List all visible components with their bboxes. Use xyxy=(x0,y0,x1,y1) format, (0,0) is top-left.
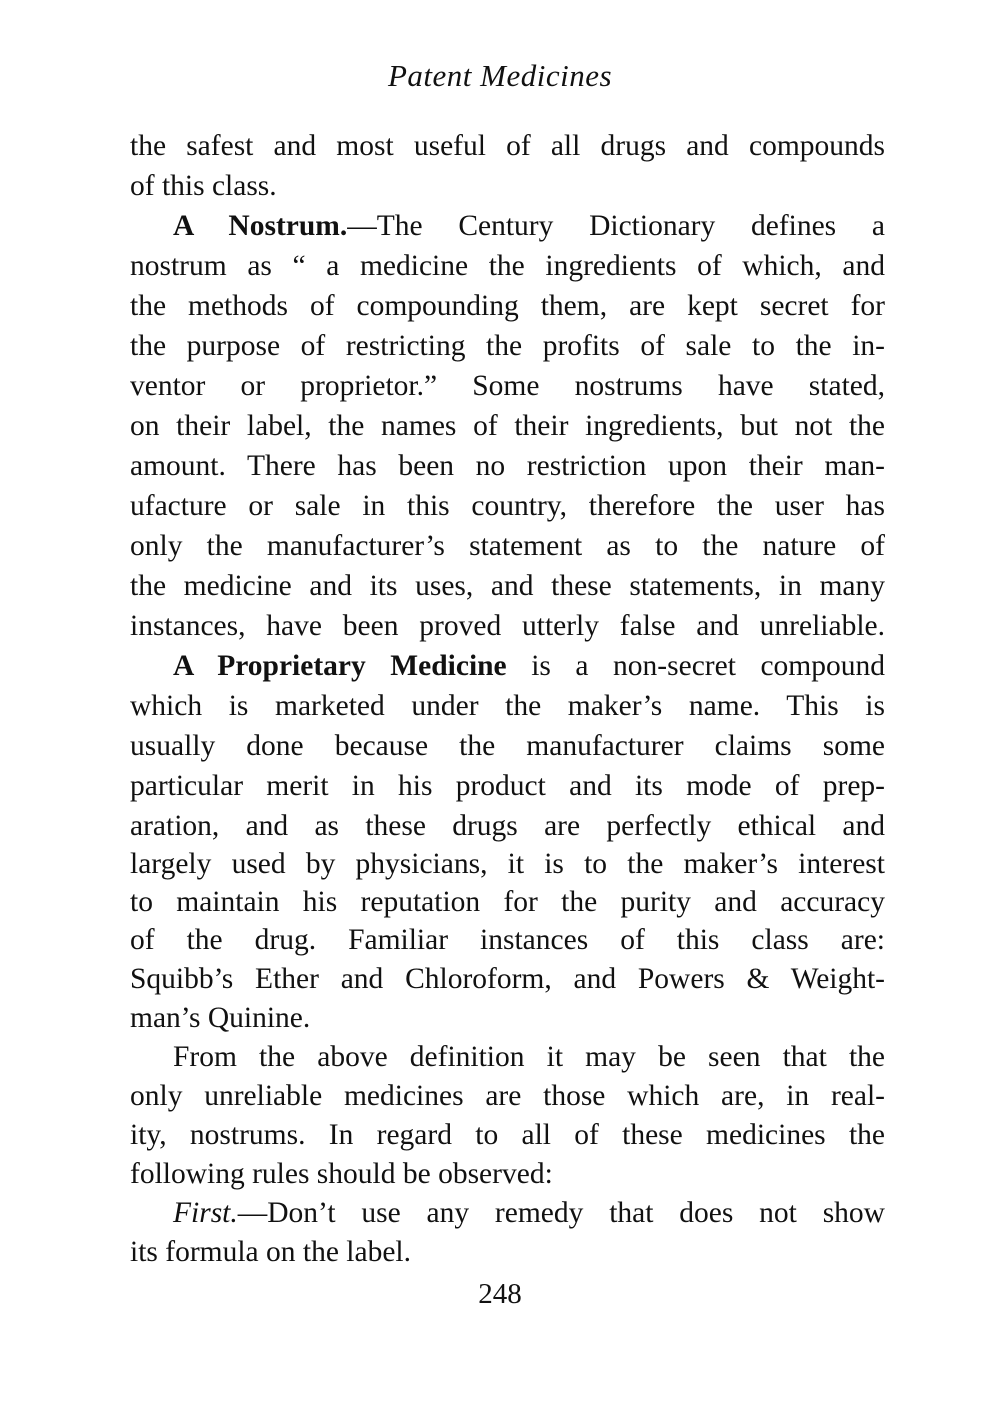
text-line: Squibb’s Ether and Chloroform, and Powers & Weight- xyxy=(130,963,885,995)
text-line: which is marketed under the maker’s name. This is xyxy=(130,690,885,722)
text-line: nostrum as “ a medicine the ingredients of which, and xyxy=(130,250,885,282)
text-line: to maintain his reputation for the purity and accuracy xyxy=(130,886,885,918)
text-line: amount. There has been no restriction upon their man- xyxy=(130,450,885,482)
text-line: usually done because the manufacturer claims some xyxy=(130,730,885,762)
text-line: aration, and as these drugs are perfectly ethical and xyxy=(130,810,885,842)
text-span: —The Century Dictionary defines a xyxy=(347,210,885,242)
text-line: of the drug. Familiar instances of this class are: xyxy=(130,924,885,956)
text-line: of this class. xyxy=(130,170,277,202)
text-span: —Don’t use any remedy that does not show xyxy=(237,1197,885,1229)
text-line: ufacture or sale in this country, therefore the user has xyxy=(130,490,885,522)
text-line: instances, have been proved utterly false and unreliable. xyxy=(130,610,885,642)
running-header: Patent Medicines xyxy=(387,58,613,93)
text-line xyxy=(173,1195,885,1231)
text-line: particular merit in his product and its mode of prep- xyxy=(130,770,885,802)
page-number: 248 xyxy=(478,1278,522,1310)
text-line: ventor or proprietor.” Some nostrums have stated, xyxy=(130,370,885,402)
text-line: From the above definition it may be seen that the xyxy=(173,1041,885,1073)
text-line: the medicine and its uses, and these statements, in many xyxy=(130,570,885,602)
text-line: on their label, the names of their ingredients, but not the xyxy=(130,410,885,442)
text-line: largely used by physicians, it is to the maker’s interest xyxy=(130,848,885,880)
text-line: the safest and most useful of all drugs and compounds xyxy=(130,130,885,162)
text-line: only the manufacturer’s statement as to the nature of xyxy=(130,530,885,562)
text-line xyxy=(173,648,885,684)
text-line: the purpose of restricting the profits of sale to the in- xyxy=(130,330,885,362)
run-in-heading: A Nostrum. xyxy=(173,210,348,242)
text-line: man’s Quinine. xyxy=(130,1002,311,1034)
text-line: its formula on the label. xyxy=(130,1236,411,1268)
text-line xyxy=(173,208,885,244)
text-span: is a non-secret compound xyxy=(506,650,885,682)
text-line: only unreliable medicines are those which are, in real- xyxy=(130,1080,885,1112)
text-line: the methods of compounding them, are kept secret for xyxy=(130,290,885,322)
text-line: following rules should be observed: xyxy=(130,1158,553,1190)
text-line: ity, nostrums. In regard to all of these medicines the xyxy=(130,1119,885,1151)
run-in-heading: A Proprietary Medicine xyxy=(173,650,507,682)
run-in-heading: First. xyxy=(173,1197,238,1229)
